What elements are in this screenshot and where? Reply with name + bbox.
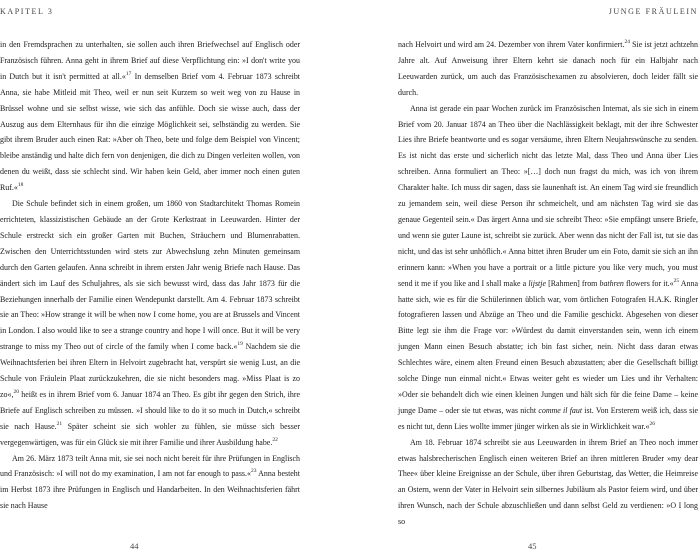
- running-head-right: JUNGE FRÄULEIN: [608, 7, 698, 16]
- paragraph: Die Schule befindet sich in einem großen, um 1860 von Stadtarchitekt Thomas Romein errichteten, klassizistischen Gebäude an der Grote Kerkstraat in Leeuwarden. Hinter der Schule erstreckt sich ein großer Garten mit Buchen, Sträuchern und Blumenrabatten. Zwischen den Unterrichtsstunden wird stets zur Abwechslung zehn Minuten gemeinsam durch den Garten gelaufen. Anna schreibt in ihrem ersten Jahr wenig Briefe nach Hause. Das ändert sich im Lauf des Schuljahres, als sie sich bewusst wird, dass das Jahr 1873 für die Beziehungen innerhalb der Familie einen Wendepunkt darstellt. Am 4. Februar 1873 schreibt sie an Theo: »How strange it will be when now I come home, you are at Brussels and Vincent in London. I also would like to see a strange country and hope I will once. But it will be very strange to miss my Theo out of circle of the family when I come back.«$^{19}$ Nachdem sie die Weihnachtsferien bei ihren Eltern in Helvoirt zugebracht hat, verspürt sie wenig Lust, an die Schule von Fräulein Plaat zurückzukehren, die sie nicht besonders mag. »Miss Plaat is zo zo«,$^{20}$ heißt es in ihrem Brief vom 6. Januar 1874 an Theo. Es gibt ihr gegen den Strich, ihre Briefe auf Englisch schreiben zu müssen. »I should like to do it so much in Dutch,« schreibt sie nach Hause.$^{21}$ Später scheint sie sich wohler zu fühlen, sie müsse sich besser vergegenwärtigen, was für ein Glück sie mit ihrer Familie und ihrer Ausbildung habe.$^{22}$: [0, 199, 300, 447]
- right-page-body: [398, 37, 698, 530]
- footnote-ref[interactable]: 23: [250, 468, 257, 475]
- paragraph: nach Helvoirt und wird am 24. Dezember von ihrem Vater konfirmiert.$^{24}$ Sie ist jetzt achtzehn Jahre alt. Auf Anweisung ihrer Eltern kehrt sie danach noch für ein Halbjahr nach Leeuwarden zurück, um auch das Französischexamen zu absolvieren, doch leider fällt sie durch.: [398, 39, 698, 97]
- paragraph: Am 26. März 1873 teilt Anna mit, sie sei noch nicht bereit für ihre Prüfungen in Englisch und Französisch: »I will not do my examination, I am not far enough to pass.«$^{23}$ Anna besteht im Herbst 1873 ihre Prüfungen in Englisch und Handarbeiten. In den Weihnachtsferien fährt sie nach Hause: [0, 453, 300, 511]
- footnote-ref[interactable]: 26: [649, 420, 655, 427]
- footnote-ref[interactable]: 20: [13, 388, 19, 395]
- footnote-ref[interactable]: 19: [237, 341, 243, 348]
- footnote-ref[interactable]: 22: [272, 436, 278, 443]
- right-page: [398, 0, 698, 558]
- page-number-right: 45: [528, 541, 537, 551]
- running-head-left: KAPITEL 3: [0, 7, 54, 16]
- footnote-ref[interactable]: 17: [125, 70, 132, 77]
- footnote-ref[interactable]: 25: [673, 277, 680, 284]
- paragraph: Am 18. Februar 1874 schreibt sie aus Leeuwarden in ihrem Brief an Theo noch immer etwas halsbrecherischen Englisch einen weiteren Brief an ihren mittleren Bruder »my dear Thee« über kleine Ereignisse an der Schule, über ihren Geburtstag, das Wetter, die Heimreise an Ostern, wenn der Vater in Helvoirt sein silbernes Jubiläum als Pastor feiern wird, und über ihren Wunsch, nach der Schule abzuschließen und dann selbst Geld zu verdienen: »O I long so: [398, 437, 698, 527]
- left-page-body: [0, 37, 300, 514]
- paragraph: Anna ist gerade ein paar Wochen zurück im Französischen Internat, als sie sich in einem Brief vom 20. Januar 1874 an Theo über die Nachlässigkeit beklagt, mit der ihre Schwester Lies ihre Briefe beantworte und es sogar versäume, ihren Eltern Neujahrswünsche zu senden. Es ist nicht das erste und sicherlich nicht das letzte Mal, dass Theo und Anna über Lies schreiben. Anna formuliert an Theo: »[…] doch nun fragst du mich, was ich von ihrem Charakter halte. Ich muss dir sagen, dass sie launenhaft ist. An einem Tag wird sie freundlich zu jemandem sein, weil diese Person ihr schmeichelt, und am nächsten Tag wird sie das genaue Gegenteil sein.« Das ärgert Anna und sie schreibt Theo: »Sie empfängt unsere Briefe, und wenn sie guter Laune ist, schreibt sie zurück. Aber wenn das nicht der Fall ist, tut sie das nicht, und das ist sehr unhöflich.« Anna bittet ihren Bruder um ein Foto, damit sie sich an ihn erinnern kann: »When you have a portrait or a little picture you like very much, you must send it me if you like and I shall make a lijstje [Rahmen] from bathren flowers for it.«$^{25}$ Anna hatte sich, wie es für die Schülerinnen üblich war, vom örtlichen Fotografen H.A.K. Ringler fotografieren lassen und Abzüge an Theo und die Familie geschickt. Abgesehen von dieser Bitte legt sie ihm die Frage vor: »Würdest du damit einverstanden sein, wenn ich einem jungen Mann einen Besuch abstatte; ich bin fast sicher, nein. Nicht dass daran etwas Schlechtes wäre, einem alten Freund einen Besuch abzustatten; aber die Gesellschaft billigt solche Dinge nun einmal nicht.« Etwas weiter geht es wieder um Lies und ihr Verhalten: »Oder sie behandelt dich wie einen kleinen Jungen und hält sich für die feine Dame – keine junge Dame – oder sie tut etwas, was nicht comme il faut ist. Von Ersterem weiß ich, dass sie es nicht tut, denn Lies wollte immer jünger wirken als sie in Wirklichkeit war.«$^{26}$: [398, 103, 698, 431]
- left-page: [0, 0, 300, 558]
- footnote-ref[interactable]: 24: [624, 39, 630, 45]
- footnote-ref[interactable]: 21: [56, 420, 63, 427]
- footnote-ref[interactable]: 18: [17, 182, 24, 189]
- paragraph: in den Fremdsprachen zu unterhalten, sie sollen auch ihren Briefwechsel auf Englisch oder Französisch führen. Anna geht in ihrem Brief auf diese Verpflichtung ein: »I don't write you in Dutch but it isn't permitted at all.«$^{17}$ In demselben Brief vom 4. Februar 1873 schreibt Anna, sie habe Mitleid mit Theo, weil er nun seit Kurzem so weit weg von zu Hause in Brüssel wohne und sie selbst wisse, wie sich das anfühle. Doch sie wisse auch, dass der Auszug aus dem Elternhaus für ihn die einzige Möglichkeit sei, selbständig zu werden. Sie gibt ihrem Bruder auch einen Rat: »Aber oh Theo, bete und folge dem Beispiel von Vincent; bleibe anständig und halte dich fern von denjenigen, die dich zu Dingen verleiten wollen, von denen du weißt, dass sie schlecht sind. Wir haben kein Geld, aber immer noch einen guten Ruf.«$^{18}$: [0, 40, 300, 193]
- page-number-left: 44: [130, 541, 139, 551]
